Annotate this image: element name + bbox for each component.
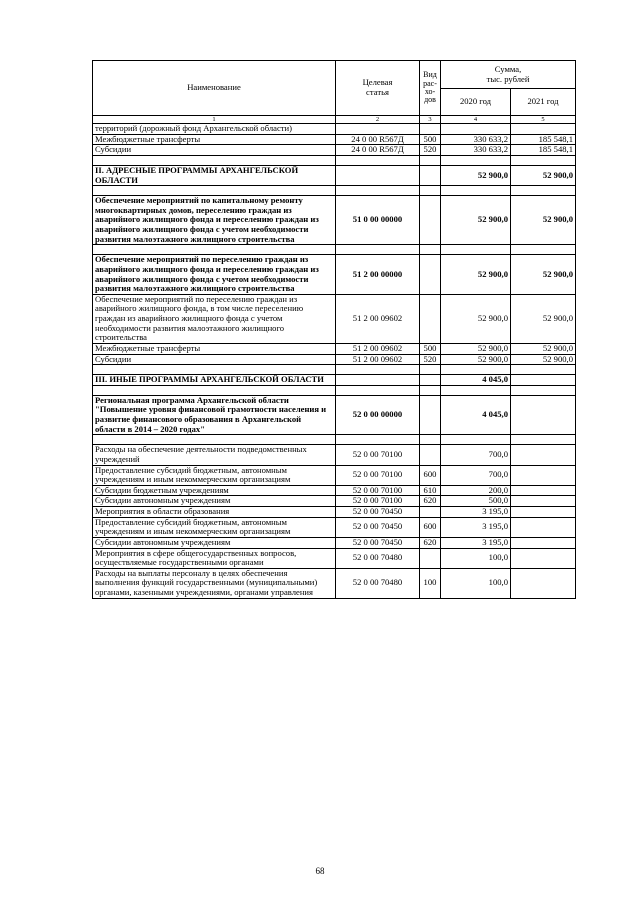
row-type-cell — [420, 507, 441, 518]
empty-cell — [336, 365, 420, 375]
header-sum: Сумма, тыс. рублей — [441, 61, 576, 89]
empty-cell — [336, 435, 420, 445]
row-type-cell: 500 — [420, 134, 441, 145]
row-code-cell: 52 0 00 70450 — [336, 517, 420, 537]
row-type-cell: 610 — [420, 485, 441, 496]
row-type-cell: 520 — [420, 145, 441, 156]
table-row — [93, 145, 576, 156]
row-value-2021-cell — [511, 507, 576, 518]
empty-cell — [511, 365, 576, 375]
spacer-row — [93, 186, 576, 196]
empty-cell — [441, 435, 511, 445]
spacer-row — [93, 245, 576, 255]
column-number: 2 — [336, 116, 420, 124]
empty-cell — [420, 385, 441, 395]
table-row — [93, 568, 576, 598]
row-name-cell: Расходы на выплаты персоналу в целях обеспечения выполнения функций государственными (муниципальными) органами, казенными учреждениями, органами управления — [93, 568, 336, 598]
row-code-cell — [336, 375, 420, 386]
row-code-cell: 51 2 00 09602 — [336, 294, 420, 343]
table-row — [93, 445, 576, 465]
row-type-cell — [420, 255, 441, 295]
row-value-2021-cell — [511, 124, 576, 135]
row-code-cell: 52 0 00 70480 — [336, 548, 420, 568]
row-name-cell: Межбюджетные трансферты — [93, 134, 336, 145]
row-name-cell: Обеспечение мероприятий по переселению граждан из аварийного жилищного фонда и переселению граждан из аварийного жилищного фонда с учетом необходимости развития малоэтажного жилищного строительства — [93, 255, 336, 295]
row-value-2020-cell: 330 633,2 — [441, 134, 511, 145]
row-type-cell — [420, 294, 441, 343]
table-row — [93, 485, 576, 496]
row-value-2021-cell — [511, 445, 576, 465]
header-year-2020: 2020 год — [441, 89, 511, 116]
table-row — [93, 134, 576, 145]
empty-cell — [511, 186, 576, 196]
section-row — [93, 196, 576, 245]
row-name-cell: Межбюджетные трансферты — [93, 343, 336, 354]
row-type-cell: 100 — [420, 568, 441, 598]
row-name-cell: II. АДРЕСНЫЕ ПРОГРАММЫ АРХАНГЕЛЬСКОЙ ОБЛАСТИ — [93, 165, 336, 185]
row-name-cell: Субсидии автономным учреждениям — [93, 537, 336, 548]
row-value-2021-cell: 52 900,0 — [511, 196, 576, 245]
row-value-2020-cell: 330 633,2 — [441, 145, 511, 156]
row-type-cell: 500 — [420, 343, 441, 354]
empty-cell — [511, 155, 576, 165]
row-type-cell: 620 — [420, 537, 441, 548]
table-row — [93, 496, 576, 507]
row-code-cell — [336, 165, 420, 185]
header-name: Наименование — [93, 61, 336, 116]
empty-cell — [336, 245, 420, 255]
row-type-cell: 620 — [420, 496, 441, 507]
table-row — [93, 124, 576, 135]
row-value-2021-cell — [511, 537, 576, 548]
empty-cell — [441, 385, 511, 395]
row-code-cell: 52 0 00 00000 — [336, 395, 420, 435]
row-value-2021-cell — [511, 395, 576, 435]
row-code-cell: 51 0 00 00000 — [336, 196, 420, 245]
row-name-cell: Обеспечение мероприятий по переселению граждан из аварийного жилищного фонда, в том числе переселению граждан из аварийного жилищного фонда с учетом необходимости развития малоэтажного жилищного строительства — [93, 294, 336, 343]
row-code-cell: 52 0 00 70480 — [336, 568, 420, 598]
row-value-2020-cell: 4 045,0 — [441, 395, 511, 435]
empty-cell — [511, 245, 576, 255]
row-value-2021-cell: 185 548,1 — [511, 134, 576, 145]
row-value-2020-cell: 52 900,0 — [441, 165, 511, 185]
table-row — [93, 517, 576, 537]
row-code-cell: 52 0 00 70100 — [336, 485, 420, 496]
row-value-2020-cell: 52 900,0 — [441, 196, 511, 245]
empty-cell — [511, 435, 576, 445]
table-row — [93, 507, 576, 518]
row-code-cell: 52 0 00 70450 — [336, 537, 420, 548]
empty-cell — [336, 186, 420, 196]
row-type-cell: 600 — [420, 517, 441, 537]
row-name-cell: III. ИНЫЕ ПРОГРАММЫ АРХАНГЕЛЬСКОЙ ОБЛАСТИ — [93, 375, 336, 386]
empty-cell — [420, 245, 441, 255]
row-type-cell — [420, 196, 441, 245]
row-value-2021-cell: 52 900,0 — [511, 255, 576, 295]
row-code-cell — [336, 124, 420, 135]
empty-cell — [93, 385, 336, 395]
table-row — [93, 465, 576, 485]
row-code-cell: 52 0 00 70100 — [336, 465, 420, 485]
row-name-cell: Субсидии — [93, 354, 336, 365]
empty-cell — [336, 385, 420, 395]
row-type-cell — [420, 165, 441, 185]
empty-cell — [420, 435, 441, 445]
table-row — [93, 548, 576, 568]
row-value-2021-cell — [511, 485, 576, 496]
empty-cell — [93, 155, 336, 165]
row-value-2021-cell: 52 900,0 — [511, 354, 576, 365]
header-target: Целевая статья — [336, 61, 420, 116]
row-name-cell: Субсидии бюджетным учреждениям — [93, 485, 336, 496]
row-type-cell — [420, 548, 441, 568]
empty-cell — [441, 155, 511, 165]
section-row — [93, 375, 576, 386]
row-value-2020-cell: 52 900,0 — [441, 294, 511, 343]
row-type-cell — [420, 375, 441, 386]
row-value-2020-cell: 3 195,0 — [441, 517, 511, 537]
row-value-2021-cell: 52 900,0 — [511, 294, 576, 343]
table-row — [93, 354, 576, 365]
row-name-cell: Предоставление субсидий бюджетным, автономным учреждениям и иным некоммерческим организациям — [93, 517, 336, 537]
row-value-2020-cell: 100,0 — [441, 548, 511, 568]
section-row — [93, 165, 576, 185]
row-name-cell: Субсидии — [93, 145, 336, 156]
empty-cell — [420, 155, 441, 165]
row-code-cell: 52 0 00 70100 — [336, 496, 420, 507]
table-body — [93, 124, 576, 599]
row-name-cell: Региональная программа Архангельской области "Повышение уровня финансовой грамотности населения и развитие финансового образования в Архангельской области в 2014 – 2020 годах" — [93, 395, 336, 435]
table-row — [93, 343, 576, 354]
row-value-2020-cell: 4 045,0 — [441, 375, 511, 386]
row-value-2020-cell: 700,0 — [441, 465, 511, 485]
row-name-cell: Мероприятия в области образования — [93, 507, 336, 518]
spacer-row — [93, 155, 576, 165]
row-code-cell: 24 0 00 R567Д — [336, 145, 420, 156]
empty-cell — [93, 245, 336, 255]
budget-table — [92, 60, 576, 599]
column-number: 5 — [511, 116, 576, 124]
empty-cell — [511, 385, 576, 395]
row-value-2021-cell: 52 900,0 — [511, 165, 576, 185]
row-code-cell: 51 2 00 09602 — [336, 343, 420, 354]
row-code-cell: 51 2 00 00000 — [336, 255, 420, 295]
empty-cell — [93, 186, 336, 196]
row-type-cell: 600 — [420, 465, 441, 485]
row-name-cell: территорий (дорожный фонд Архангельской области) — [93, 124, 336, 135]
row-type-cell — [420, 395, 441, 435]
spacer-row — [93, 385, 576, 395]
row-code-cell: 52 0 00 70100 — [336, 445, 420, 465]
empty-cell — [420, 365, 441, 375]
column-number: 1 — [93, 116, 336, 124]
row-value-2020-cell: 100,0 — [441, 568, 511, 598]
row-value-2021-cell — [511, 465, 576, 485]
spacer-row — [93, 365, 576, 375]
empty-cell — [441, 186, 511, 196]
page-number: 68 — [315, 866, 325, 876]
section-row — [93, 395, 576, 435]
row-value-2021-cell — [511, 375, 576, 386]
row-value-2020-cell: 3 195,0 — [441, 537, 511, 548]
row-type-cell — [420, 124, 441, 135]
header-year-2021: 2021 год — [511, 89, 576, 116]
row-code-cell: 52 0 00 70450 — [336, 507, 420, 518]
row-name-cell: Обеспечение мероприятий по капитальному ремонту многоквартирных домов, переселению граждан из аварийного жилищного фонда и переселению граждан из аварийного жилищного фонда с учетом необходимости развития малоэтажного жилищного строительства — [93, 196, 336, 245]
row-value-2021-cell: 185 548,1 — [511, 145, 576, 156]
row-value-2021-cell — [511, 496, 576, 507]
column-numbers-row — [93, 116, 576, 124]
section-row — [93, 255, 576, 295]
row-value-2020-cell: 52 900,0 — [441, 354, 511, 365]
row-value-2020-cell: 200,0 — [441, 485, 511, 496]
table-row — [93, 537, 576, 548]
row-code-cell: 51 2 00 09602 — [336, 354, 420, 365]
row-code-cell: 24 0 00 R567Д — [336, 134, 420, 145]
row-value-2020-cell: 52 900,0 — [441, 343, 511, 354]
empty-cell — [93, 365, 336, 375]
row-name-cell: Субсидии автономным учреждениям — [93, 496, 336, 507]
row-type-cell: 520 — [420, 354, 441, 365]
empty-cell — [441, 365, 511, 375]
empty-cell — [441, 245, 511, 255]
spacer-row — [93, 435, 576, 445]
empty-cell — [336, 155, 420, 165]
row-value-2021-cell — [511, 568, 576, 598]
header-type: Вид рас- хо- дов — [420, 61, 441, 116]
table-row — [93, 294, 576, 343]
empty-cell — [93, 435, 336, 445]
row-name-cell: Мероприятия в сфере общегосударственных вопросов, осуществляемые государственными органами — [93, 548, 336, 568]
row-value-2021-cell — [511, 517, 576, 537]
column-number: 3 — [420, 116, 441, 124]
row-value-2020-cell: 3 195,0 — [441, 507, 511, 518]
row-name-cell: Предоставление субсидий бюджетным, автономным учреждениям и иным некоммерческим организациям — [93, 465, 336, 485]
empty-cell — [420, 186, 441, 196]
row-value-2020-cell: 52 900,0 — [441, 255, 511, 295]
row-type-cell — [420, 445, 441, 465]
row-value-2020-cell — [441, 124, 511, 135]
column-number: 4 — [441, 116, 511, 124]
row-value-2020-cell: 700,0 — [441, 445, 511, 465]
row-value-2020-cell: 500,0 — [441, 496, 511, 507]
row-value-2021-cell: 52 900,0 — [511, 343, 576, 354]
row-name-cell: Расходы на обеспечение деятельности подведомственных учреждений — [93, 445, 336, 465]
row-value-2021-cell — [511, 548, 576, 568]
